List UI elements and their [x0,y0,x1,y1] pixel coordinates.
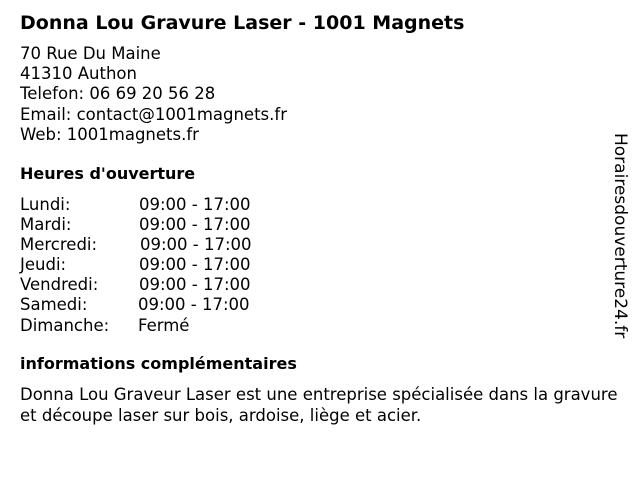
hours-time-value: 09:00 - 17:00 [139,215,251,235]
contact-block [20,44,287,145]
hours-time-value: 09:00 - 17:00 [140,235,252,255]
hours-time-value: 09:00 - 17:00 [139,195,251,214]
info-description: Donna Lou Graveur Laser est une entreprise spécialisée dans la gravure et découpe laser sur bois, ardoise, liège et acier. [20,385,618,425]
phone-line: Telefon: 06 69 20 56 28 [20,84,216,104]
hours-day-label: Vendredi: [20,275,99,295]
hours-time-value: 09:00 - 17:00 [139,255,251,275]
hours-time-value: Fermé [138,315,190,335]
business-title: Donna Lou Gravure Laser - 1001 Magnets [20,12,465,34]
hours-heading: Heures d'ouverture [20,164,196,183]
email-line: Email: contact@1001magnets.fr [20,104,287,124]
hours-day-label: Samedi: [20,295,88,315]
hours-day-label: Dimanche: [20,315,110,335]
info-heading: informations complémentaires [20,354,297,373]
hours-day-label: Mercredi: [20,235,98,255]
address-city: 41310 Authon [20,64,137,84]
address-street: 70 Rue Du Maine [20,44,161,63]
hours-time-value: 09:00 - 17:00 [139,275,251,295]
hours-day-label: Jeudi: [20,255,67,275]
hours-day-label: Mardi: [20,215,72,235]
hours-time-value: 09:00 - 17:00 [138,295,250,315]
web-line: Web: 1001magnets.fr [20,124,199,144]
hours-day-label: Lundi: [20,195,71,214]
watermark-text: Horairesdouverture24.fr [610,133,630,339]
